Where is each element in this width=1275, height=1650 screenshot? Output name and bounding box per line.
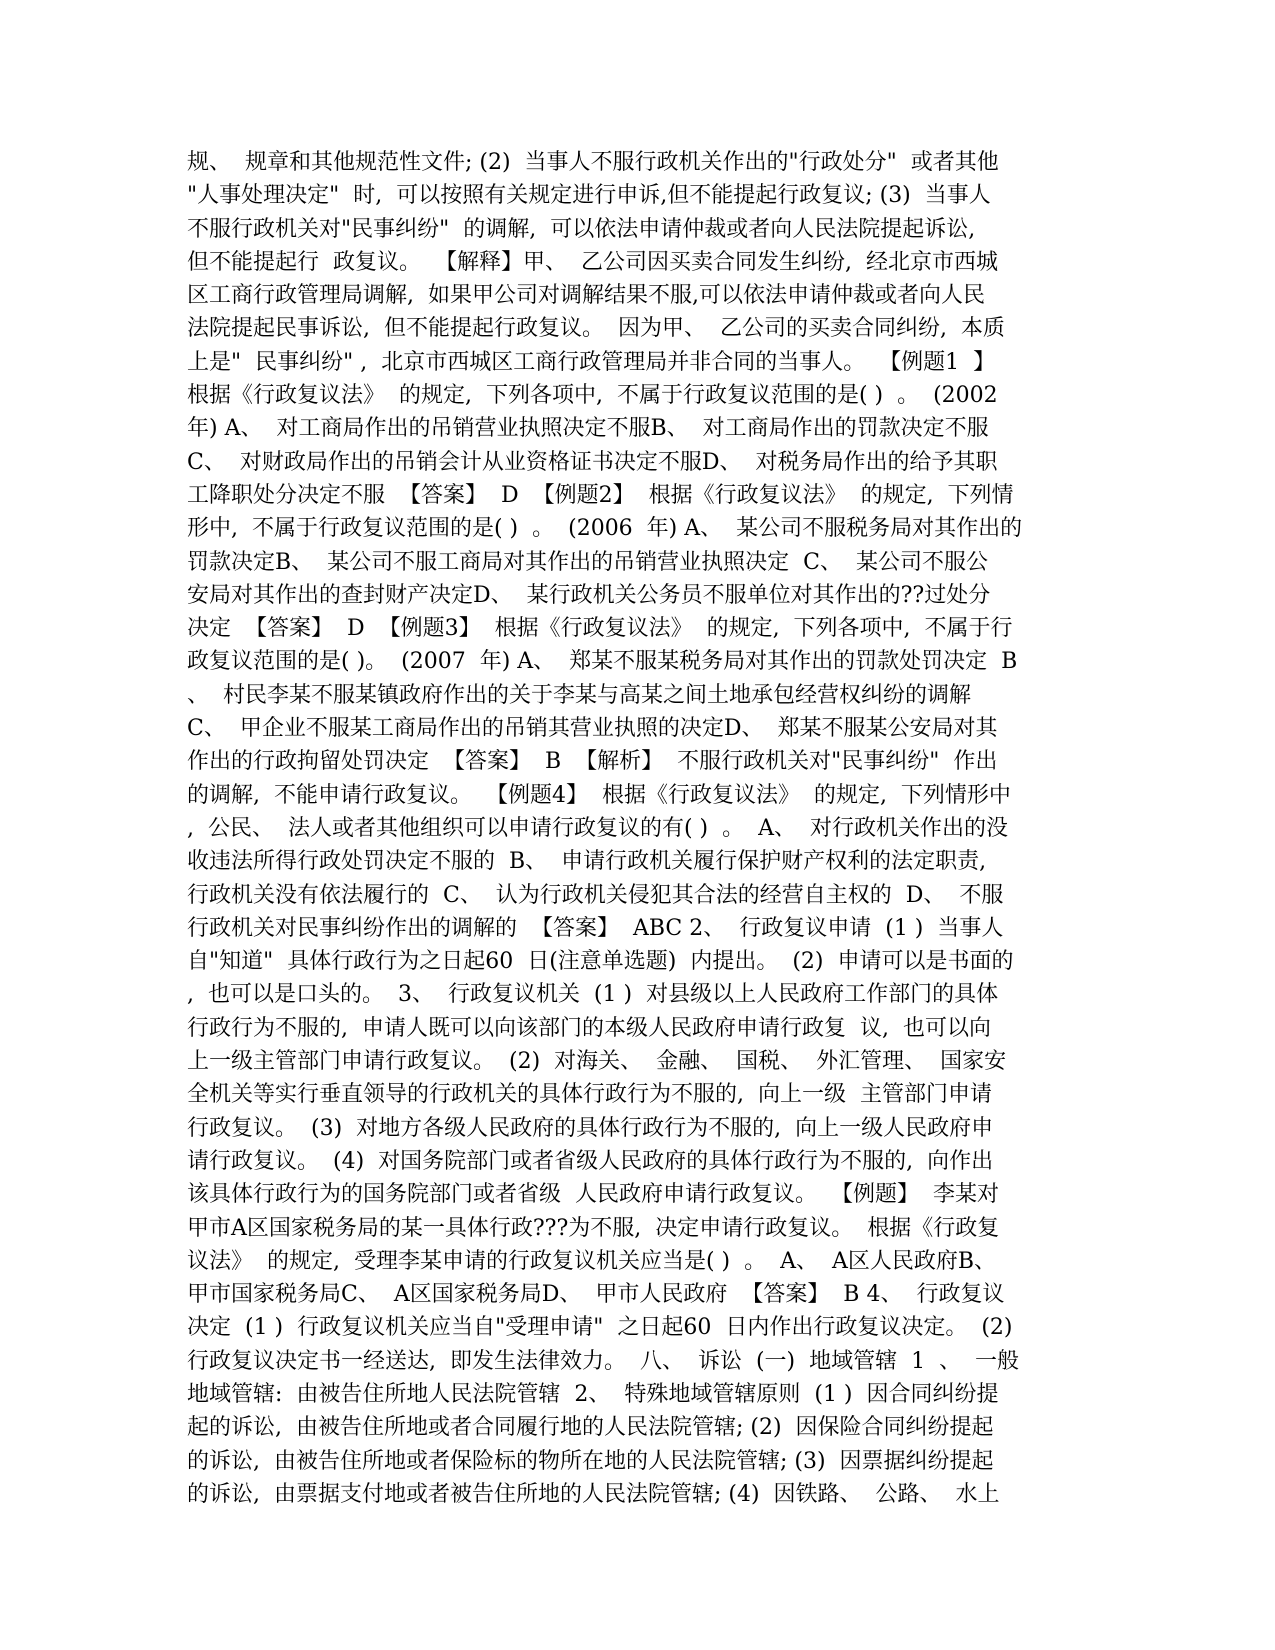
text-line: 根据《行政复议法》 的规定, 下列各项中, 不属于行政复议范围的是( ) 。 (2002 <box>187 383 998 409</box>
text-line: 全机关等实行垂直领导的行政机关的具体行政行为不服的, 向上一级 主管部门申请 <box>187 1082 992 1108</box>
text-line: 的诉讼, 由被告住所地或者保险标的物所在地的人民法院管辖; (3) 因票据纠纷提起 <box>187 1448 994 1474</box>
text-line: 年) A、 对工商局作出的吊销营业执照决定不服B、 对工商局作出的罚款决定不服 <box>187 416 989 442</box>
text-line: 规、 规章和其他规范性文件; (2) 当事人不服行政机关作出的"行政处分" 或者其他 <box>187 150 999 175</box>
text-line: 但不能提起行 政复议。 【解释】甲、 乙公司因买卖合同发生纠纷, 经北京市西城 <box>187 249 998 275</box>
text-line: 不服行政机关对"民事纠纷" 的调解, 可以依法申请仲裁或者向人民法院提起诉讼, <box>187 216 976 242</box>
text-line: 行政机关没有依法履行的 C、 认为行政机关侵犯其合法的经营自主权的 D、 不服 <box>187 882 1004 908</box>
text-line: 上一级主管部门申请行政复议。 (2) 对海关、 金融、 国税、 外汇管理、 国家安 <box>187 1049 1007 1075</box>
text-line: 区工商行政管理局调解, 如果甲公司对调解结果不服,可以依法申请仲裁或者向人民 <box>187 283 985 309</box>
text-line: 甲市A区国家税务局的某一具体行政???为不服, 决定申请行政复议。 根据《行政复 <box>187 1215 1000 1241</box>
text-line: 、 村民李某不服某镇政府作出的关于李某与高某之间土地承包经营权纠纷的调解 <box>187 682 971 708</box>
text-line: 的调解, 不能申请行政复议。 【例题4】 根据《行政复议法》 的规定, 下列情形中 <box>187 782 1011 808</box>
text-line: 法院提起民事诉讼, 但不能提起行政复议。 因为甲、 乙公司的买卖合同纠纷, 本质 <box>187 316 1005 342</box>
text-line: 安局对其作出的查封财产决定D、 某行政机关公务员不服单位对其作出的??过处分 <box>187 582 991 608</box>
text-line: 行政复议决定书一经送达, 即发生法律效力。 八、 诉讼 (一) 地域管辖 1 、 一般 <box>187 1348 1020 1374</box>
text-line: , 公民、 法人或者其他组织可以申请行政复议的有( ) 。 A、 对行政机关作出的没 <box>187 815 1008 841</box>
text-line: 形中, 不属于行政复议范围的是( ) 。 (2006 年) A、 某公司不服税务局对其作出的 <box>187 516 1023 542</box>
body-text <box>187 146 1087 1511</box>
text-line: "人事处理决定" 时, 可以按照有关规定进行申诉,但不能提起行政复议; (3) 当事人 <box>187 183 991 209</box>
text-line: 行政机关对民事纠纷作出的调解的 【答案】 ABC 2、 行政复议申请 (1 ) 当事人 <box>187 915 1004 941</box>
text-line: 自"知道" 具体行政行为之日起60 日(注意单选题) 内提出。 (2) 申请可以是书面的 <box>187 949 1014 975</box>
text-line: 工降职处分决定不服 【答案】 D 【例题2】 根据《行政复议法》 的规定, 下列情 <box>187 482 1014 508</box>
text-line: 甲市国家税务局C、 A区国家税务局D、 甲市人民政府 【答案】 B 4、 行政复议 <box>187 1282 1005 1308</box>
text-line: 行政复议。 (3) 对地方各级人民政府的具体行政行为不服的, 向上一级人民政府申 <box>187 1115 994 1141</box>
text-line: 收违法所得行政处罚决定不服的 B、 申请行政机关履行保护财产权利的法定职责, <box>187 849 987 875</box>
text-line: 议法》 的规定, 受理李某申请的行政复议机关应当是( ) 。 A、 A区人民政府B、 <box>187 1248 997 1274</box>
text-line: 行政行为不服的, 申请人既可以向该部门的本级人民政府申请行政复 议, 也可以向 <box>187 1015 991 1041</box>
text-line: 决定 【答案】 D 【例题3】 根据《行政复议法》 的规定, 下列各项中, 不属于行 <box>187 616 1013 642</box>
text-line: 的诉讼, 由票据支付地或者被告住所地的人民法院管辖; (4) 因铁路、 公路、 水上 <box>187 1481 1000 1507</box>
text-line: 政复议范围的是( )。 (2007 年) A、 郑某不服某税务局对其作出的罚款处罚决定 B <box>187 649 1018 675</box>
text-line: C、 甲企业不服某工商局作出的吊销其营业执照的决定D、 郑某不服某公安局对其 <box>187 716 998 742</box>
text-line: , 也可以是口头的。 3、 行政复议机关 (1 ) 对县级以上人民政府工作部门的具体 <box>187 982 999 1008</box>
text-line: 作出的行政拘留处罚决定 【答案】 B 【解析】 不服行政机关对"民事纠纷" 作出 <box>187 749 998 775</box>
text-line: 起的诉讼, 由被告住所地或者合同履行地的人民法院管辖; (2) 因保险合同纠纷提起 <box>187 1415 994 1441</box>
text-line: 上是" 民事纠纷" , 北京市西城区工商行政管理局并非合同的当事人。 【例题1 】 <box>187 349 996 375</box>
text-line: 决定 (1 ) 行政复议机关应当自"受理申请" 之日起60 日内作出行政复议决定。 (2) <box>187 1315 1013 1341</box>
text-line: 该具体行政行为的国务院部门或者省级 人民政府申请行政复议。 【例题】 李某对 <box>187 1182 999 1208</box>
text-line: 罚款决定B、 某公司不服工商局对其作出的吊销营业执照决定 C、 某公司不服公 <box>187 549 988 575</box>
text-line: 地域管辖: 由被告住所地人民法院管辖 2、 特殊地域管辖原则 (1 ) 因合同纠纷提 <box>187 1381 999 1407</box>
text-line: 请行政复议。 (4) 对国务院部门或者省级人民政府的具体行政行为不服的, 向作出 <box>187 1148 994 1174</box>
text-line: C、 对财政局作出的吊销会计从业资格证书决定不服D、 对税务局作出的给予其职 <box>187 449 998 475</box>
